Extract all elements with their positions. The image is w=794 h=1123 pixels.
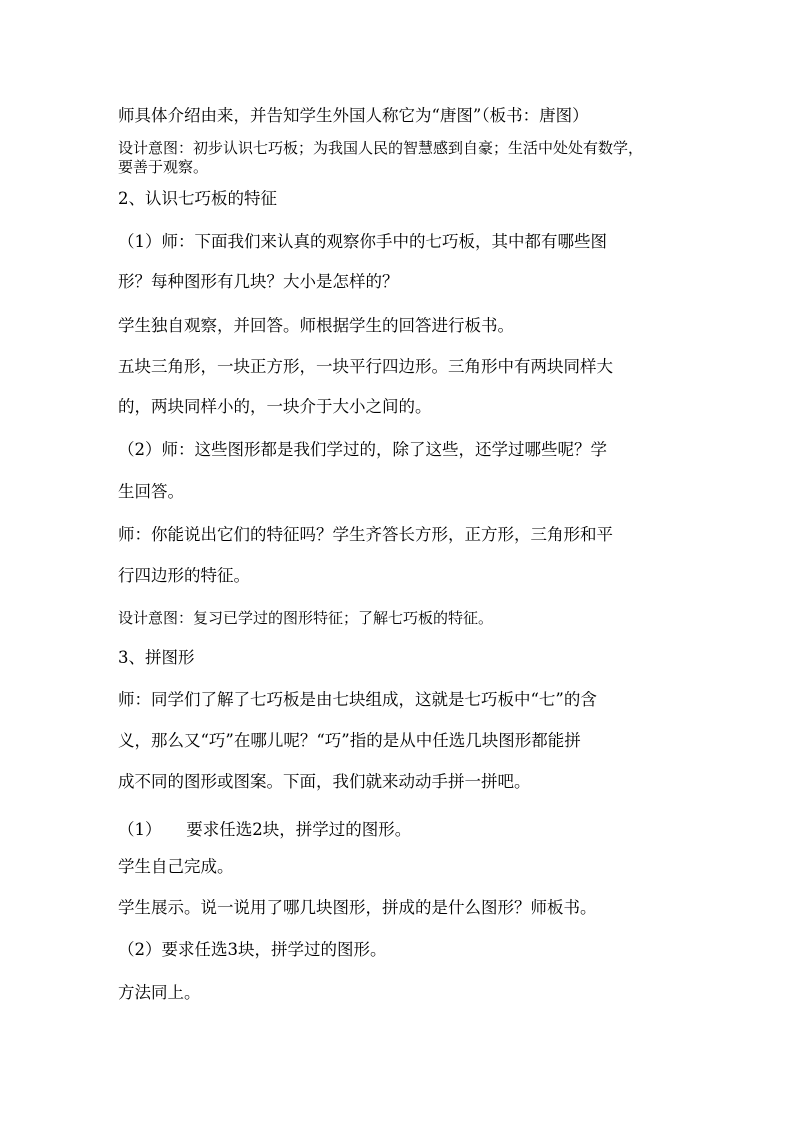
design-intent-line: 设计意图：复习已学过的图形特征；了解七巧板的特征。 bbox=[118, 609, 494, 627]
paragraph-line: 师：你能说出它们的特征吗？学生齐答长方形，正方形，三角形和平 bbox=[118, 525, 613, 544]
paragraph-line: 的，两块同样小的，一块介于大小之间的。 bbox=[118, 397, 432, 416]
paragraph-line: （1） 要求任选2块，拼学过的图形。 bbox=[118, 820, 412, 839]
paragraph-line: 学生独自观察，并回答。师根据学生的回答进行板书。 bbox=[118, 316, 514, 335]
paragraph-line: 行四边形的特征。 bbox=[118, 566, 250, 585]
paragraph-line: 生回答。 bbox=[118, 482, 184, 501]
paragraph-line: （1）师：下面我们来认真的观察你手中的七巧板，其中都有哪些图 bbox=[118, 232, 607, 251]
paragraph-line: 师具体介绍由来，并告知学生外国人称它为“唐图”（板书：唐图） bbox=[118, 106, 589, 125]
paragraph-line: 方法同上。 bbox=[118, 983, 201, 1002]
paragraph-line: （2）师：这些图形都是我们学过的，除了这些，还学过哪些呢？学 bbox=[118, 440, 607, 459]
paragraph-line: 师：同学们了解了七巧板是由七块组成，这就是七巧板中“七”的含 bbox=[118, 690, 597, 709]
paragraph-line: 学生展示。说一说用了哪几块图形，拼成的是什么图形？师板书。 bbox=[118, 898, 597, 917]
paragraph-line: 义，那么又“巧”在哪儿呢？“巧”指的是从中任选几块图形都能拼 bbox=[118, 731, 581, 750]
document-page bbox=[118, 0, 678, 1123]
paragraph-line: 学生自己完成。 bbox=[118, 857, 234, 876]
section-heading: 3、拼图形 bbox=[118, 648, 195, 667]
design-intent-line: 设计意图：初步认识七巧板；为我国人民的智慧感到自豪；生活中处处有数学， bbox=[118, 139, 644, 157]
paragraph-line: 成不同的图形或图案。下面，我们就来动动手拼一拼吧。 bbox=[118, 772, 531, 791]
paragraph-line: 五块三角形，一块正方形，一块平行四边形。三角形中有两块同样大 bbox=[118, 357, 613, 376]
paragraph-line: 形？每种图形有几块？大小是怎样的？ bbox=[118, 272, 399, 291]
paragraph-line: （2）要求任选3块，拼学过的图形。 bbox=[118, 940, 387, 959]
section-heading: 2、认识七巧板的特征 bbox=[118, 189, 277, 208]
design-intent-line: 要善于观察。 bbox=[118, 158, 209, 176]
